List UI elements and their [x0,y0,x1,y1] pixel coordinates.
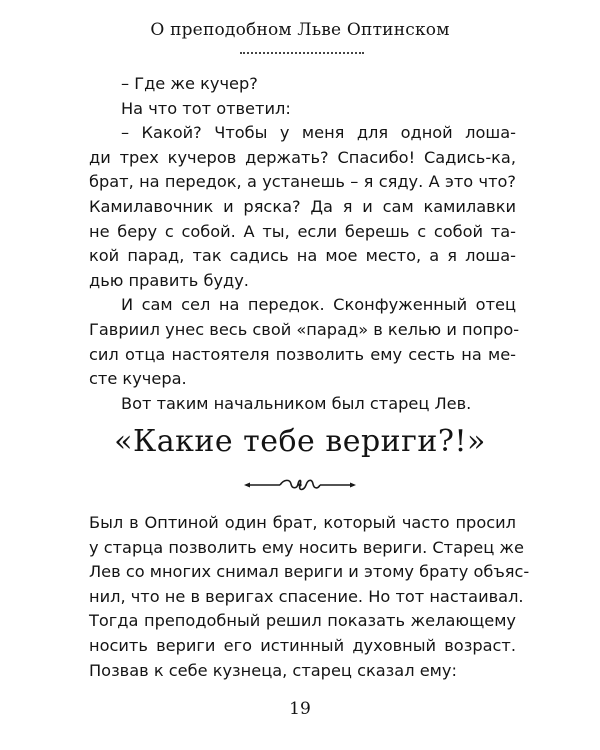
text-line: дью править буду. [89,270,249,290]
page-number: 19 [289,699,311,719]
text-line: – Какой? Чтобы у меня для одной лоша- [121,123,516,143]
text-line: у старца позволить ему носить вериги. Старец же [89,537,524,557]
text-line: кой парад, так садись на мое место, а я лоша- [89,246,516,266]
text-line: Тогда преподобный решил показать желающему [89,611,516,631]
text-line: сте кучера. [89,369,187,389]
text-line: ди трех кучеров держать? Спасибо! Садись-ка, [89,147,516,167]
text-line: нил, что не в веригах спасение. Но тот настаивал. [89,586,524,606]
scroll-ornament-icon [244,476,356,494]
text-line: И сам сел на передок. Сконфуженный отец [121,295,516,315]
text-line: Камилавочник и ряска? Да я и сам камилавки [89,196,516,216]
running-title: О преподобном Льве Оптинском [150,20,450,40]
text-line: не беру с собой. А ты, если берешь с собой та- [89,221,516,241]
chapter-title: «Какие тебе вериги?!» [114,424,486,459]
header-dotted-rule [240,52,364,54]
text-line: Позвав к себе кузнеца, старец сказал ему: [89,660,457,680]
text-line: Был в Оптиной один брат, который часто просил [89,513,516,532]
text-line: носить вериги его истинный духовный возраст. [89,635,516,655]
text-line: – Где же кучер? [121,74,258,93]
text-line: Лев со многих снимал вериги и этому брату объяс- [89,562,530,582]
text-block-2 [89,511,530,683]
text-line: сил отца настоятеля позволить ему сесть на ме- [89,344,516,364]
text-line: Вот таким начальником был старец Лев. [121,393,472,413]
text-line: брат, на передок, а устанешь – я сяду. А это что? [89,172,516,192]
text-block-1 [89,72,520,416]
text-line: Гавриил унес весь свой «парад» в келью и попро- [89,319,520,339]
text-line: На что тот ответил: [121,98,291,118]
